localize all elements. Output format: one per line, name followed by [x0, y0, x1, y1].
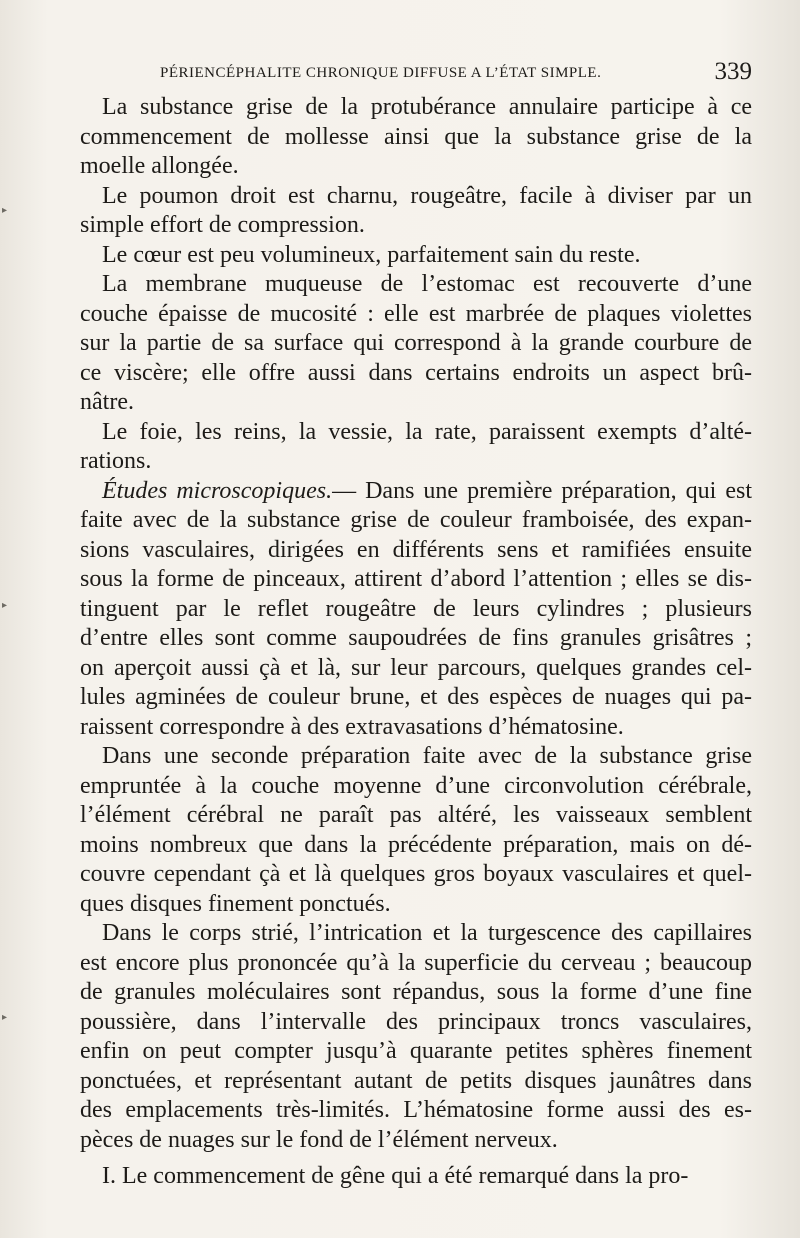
footnote [80, 1162, 752, 1192]
text-line: ponctuées, et représentant autant de petits disques jaunâtres dans [80, 1067, 752, 1094]
text-line: faite avec de la substance grise de couleur framboisée, des expan- [80, 507, 752, 533]
text-line: raissent correspondre à des extravasations d’hématosine. [80, 713, 624, 740]
text-line: on aperçoit aussi çà et là, sur leur parcours, quelques grandes cel- [80, 654, 752, 681]
text-line: Dans le corps strié, l’intrication et la turgescence des capillaires [102, 920, 752, 946]
running-title: PÉRIENCÉPHALITE CHRONIQUE DIFFUSE A L’ÉTAT SIMPLE. [160, 65, 602, 81]
page-number: 339 [714, 58, 752, 85]
text-line: moins nombreux que dans la précédente préparation, mais on dé- [80, 831, 752, 858]
text-line: sur la partie de sa surface qui correspond à la grande courbure de [80, 330, 752, 356]
text-line: poussière, dans l’intervalle des principaux troncs vasculaires, [80, 1008, 752, 1035]
text-line: couche épaisse de mucosité : elle est marbrée de plaques violettes [80, 300, 752, 327]
text-line: La membrane muqueuse de l’estomac est recouverte d’une [102, 271, 752, 297]
text-line: Le cœur est peu volumineux, parfaitement sain du reste. [102, 241, 641, 268]
body-text [80, 93, 752, 1155]
text-line: moelle allongée. [80, 153, 239, 179]
text-line: simple effort de compression. [80, 212, 365, 238]
text-line: ques disques finement ponctués. [80, 890, 391, 917]
text-line: sions vasculaires, dirigées en différents sens et ramifiées ensuite [80, 536, 752, 563]
margin-mark-icon: ▸ [2, 1012, 8, 1023]
margin-mark-icon: ▸ [2, 600, 8, 611]
text-line-micro-heading [80, 477, 752, 507]
text-line: des emplacements très-limités. L’hématosine forme aussi des es- [80, 1097, 752, 1123]
text-line: pèces de nuages sur le fond de l’élément nerveux. [80, 1126, 558, 1153]
margin-mark-icon: ▸ [2, 205, 8, 216]
text-line: Dans une seconde préparation faite avec de la substance grise [102, 743, 752, 769]
text-line: nâtre. [80, 389, 134, 415]
page-header [80, 58, 752, 88]
text-line: empruntée à la couche moyenne d’une circonvolution cérébrale, [80, 772, 752, 799]
text-line: rations. [80, 448, 152, 474]
section-heading-italic: Études microscopiques. [102, 477, 333, 504]
text-line: sous la forme de pinceaux, attirent d’abord l’attention ; elles se dis- [80, 566, 752, 592]
text-line: l’élément cérébral ne paraît pas altéré, les vaisseaux semblent [80, 802, 752, 828]
paragraph-block-autopsy [80, 93, 752, 477]
text-line: Le poumon droit est charnu, rougeâtre, facile à diviser par un [102, 182, 752, 209]
text-line: commencement de mollesse ainsi que la substance grise de la [80, 123, 752, 150]
text-line: Le foie, les reins, la vessie, la rate, paraissent exempts d’alté- [102, 418, 752, 445]
text-line: La substance grise de la protubérance annulaire participe à ce [102, 94, 752, 120]
micro-first-line-rest: — Dans une première préparation, qui est [332, 477, 753, 504]
text-line: de granules moléculaires sont répandus, sous la forme d’une fine [80, 979, 752, 1005]
text-line: lules agminées de couleur brune, et des espèces de nuages qui pa- [80, 684, 752, 710]
text-line: couvre cependant çà et là quelques gros boyaux vasculaires et quel- [80, 861, 752, 887]
text-line: tinguent par le reflet rougeâtre de leurs cylindres ; plusieurs [80, 595, 752, 622]
paragraph-block-microscopy [80, 506, 752, 1155]
text-line: enfin on peut compter jusqu’à quarante petites sphères finement [80, 1038, 752, 1064]
text-line: d’entre elles sont comme saupoudrées de fins granules grisâtres ; [80, 625, 752, 651]
footnote-line: I. Le commencement de gêne qui a été remarqué dans la pro- [102, 1163, 689, 1189]
text-line: est encore plus prononcée qu’à la superficie du cerveau ; beaucoup [80, 949, 752, 976]
text-line: ce viscère; elle offre aussi dans certains endroits un aspect brû- [80, 359, 752, 386]
